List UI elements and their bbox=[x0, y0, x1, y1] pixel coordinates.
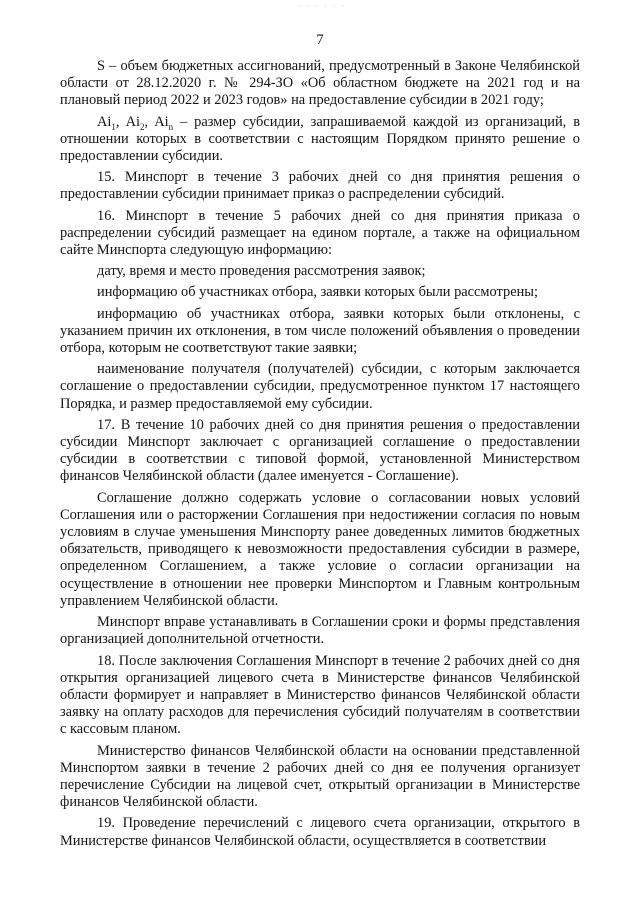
paragraph-clause-18: 18. После заключения Соглашения Минспорт в течение 2 рабочих дней со дня открытия организацией лицевого счета в Министерстве финансов Челябинской области формирует и направляет в Министерство финансов Челябинской области заявку на оплату расходов для перечисления субсидий получателям в соответствии с кассовым планом. bbox=[60, 652, 580, 738]
var-ai: , Ai bbox=[115, 113, 141, 130]
subscript-1: 1 bbox=[111, 121, 116, 132]
page-number: 7 bbox=[316, 32, 324, 48]
paragraph-clause-16: 16. Минспорт в течение 5 рабочих дней со дня принятия приказа о распределении субсидий размещает на едином портале, а также на официальном сайте Минспорта следующую информацию: bbox=[60, 207, 580, 259]
list-item-rejected-participants: информацию об участниках отбора, заявки которых были отклонены, с указанием причин их отклонения, в том числе положений объявления о проведении отбора, которым не соответствуют такие заявки; bbox=[60, 305, 580, 357]
var-ai: , Ai bbox=[144, 113, 169, 130]
subscript-2: 2 bbox=[140, 121, 145, 132]
definition-text: – размер субсидии, запрашиваемой каждой из организаций, в отношении которых в соответствии с настоящим Порядком принято решение о предоставлении субсидии. bbox=[60, 113, 580, 165]
paragraph-clause-19: 19. Проведение перечислений с лицевого счета организации, открытого в Министерстве финансов Челябинской области, осуществляется в соответствии bbox=[60, 815, 580, 849]
paragraph-subsidy-size-definition bbox=[60, 114, 580, 166]
var-ai: Ai bbox=[97, 113, 112, 130]
subscript-n: n bbox=[168, 121, 174, 132]
paragraph-additional-reporting: Минспорт вправе устанавливать в Соглашении сроки и формы представления организацией дополнительной отчетности. bbox=[60, 614, 580, 648]
paragraph-clause-15: 15. Минспорт в течение 3 рабочих дней со дня принятия решения о предоставлении субсидии принимает приказ о распределении субсидий. bbox=[60, 169, 580, 203]
document-body bbox=[60, 58, 580, 850]
list-item-reviewed-participants: информацию об участниках отбора, заявки которых были рассмотрены; bbox=[97, 284, 538, 301]
paragraph-budget-definition: S – объем бюджетных ассигнований, предусмотренный в Законе Челябинской области от 28.12.2020 г. № 294-ЗО «Об областном бюджете на 2021 год и на плановый период 2022 и 2023 годов» на предоставление субсидии в 2021 году; bbox=[60, 58, 580, 109]
list-item-date-time-place: дату, время и место проведения рассмотрения заявок; bbox=[97, 263, 426, 280]
paragraph-clause-17: 17. В течение 10 рабочих дней со дня принятия решения о предоставлении субсидии Минспорт заключает с организацией соглашение о предоставлении субсидии в соответствии с типовой формой, установленной Министерством финансов Челябинской области (далее именуется - Соглашение). bbox=[60, 416, 580, 485]
paragraph-agreement-conditions: Соглашение должно содержать условие о согласовании новых условий Соглашения или о расторжении Соглашения при недостижении согласия по новым условиям в случае уменьшения Минспорту ранее доведенных лимитов бюджетных обязательств, приводящего к невозможности предоставления субсидии в размере, определенном Соглашением, а также условие о согласии организации на осуществление в отношении нее проверки Минспортом и Главным контрольным управлением Челябинской области. bbox=[60, 489, 580, 609]
paragraph-ministry-transfer: Министерство финансов Челябинской области на основании представленной Минспортом заявки в течение 2 рабочих дней со дня ее получения организует перечисление Субсидии на лицевой счет, открытый организации в Министерстве финансов Челябинской области. bbox=[60, 742, 580, 811]
scan-header-mark: · · · · · · bbox=[298, 2, 346, 11]
list-item-recipient-name: наименование получателя (получателей) субсидии, с которым заключается соглашение о предоставлении субсидии, предусмотренное пунктом 17 настоящего Порядка, и размер предоставляемой ему субсидии. bbox=[60, 361, 580, 412]
